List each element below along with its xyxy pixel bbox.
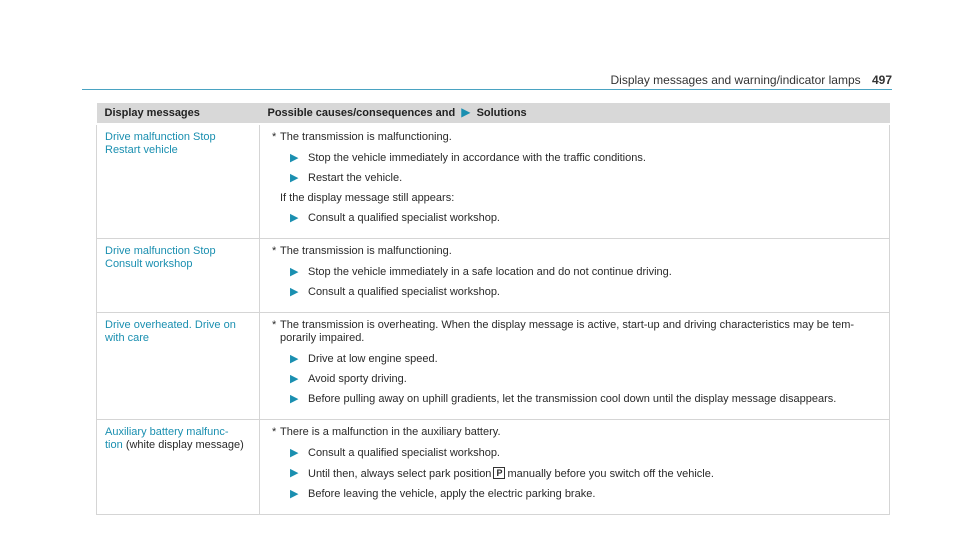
cause-text: The transmission is malfunctioning. [280, 245, 452, 257]
step-text: Consult a qualified specialist workshop. [308, 212, 500, 224]
note-text: If the display message still appears: [280, 192, 455, 204]
message-cell [97, 420, 260, 515]
step [268, 447, 881, 460]
solution-cell [260, 313, 890, 420]
step-text: Until then, always select park position [308, 468, 492, 480]
message-cell [97, 239, 260, 313]
section-title: Display messages and warning/indicator lamps [610, 73, 861, 87]
step [268, 266, 881, 279]
cause-text: There is a malfunction in the auxiliary battery. [280, 426, 501, 438]
display-messages-table [96, 103, 890, 515]
step-text: Consult a qualified specialist workshop. [308, 286, 500, 298]
table-header-row [97, 103, 890, 124]
step-text: Restart the vehicle. [308, 172, 403, 184]
step-text: Before pulling away on uphill gradients, let the transmission cool down until the display message disappears. [308, 393, 837, 405]
play-arrow-icon: ▶ [290, 152, 299, 164]
cause-text: The transmission is malfunctioning. [280, 131, 452, 143]
step [268, 212, 881, 225]
cause [272, 245, 881, 258]
play-arrow-icon: ▶ [290, 467, 299, 479]
step-text: Before leaving the vehicle, apply the electric parking brake. [308, 488, 596, 500]
step [268, 152, 881, 165]
step-text: Avoid sporty driving. [308, 373, 407, 385]
play-arrow-icon: ▶ [290, 172, 299, 184]
step [268, 373, 881, 386]
park-position-icon: P [493, 467, 505, 479]
cause [272, 319, 881, 345]
page-number: 497 [871, 73, 892, 87]
step-text: Drive at low engine speed. [308, 353, 438, 365]
message-title-line1: Drive malfunction Stop [105, 245, 216, 257]
step [268, 286, 881, 299]
cause-text: The transmission is overheating. When the display message is active, start-up and driving characteristics may be tem- porarily impaired. [280, 319, 855, 344]
col-header-causes-label: Possible causes/consequences and [267, 107, 456, 119]
step [268, 467, 881, 481]
play-arrow-icon: ▶ [290, 286, 299, 298]
play-arrow-icon: ▶ [290, 373, 299, 385]
cause [272, 131, 881, 144]
solution-cell [260, 124, 890, 239]
step [268, 488, 881, 501]
step-text: Consult a qualified specialist workshop. [308, 447, 500, 459]
page-header [611, 73, 893, 87]
message-suffix: (white display message) [125, 439, 244, 451]
table-row [97, 313, 890, 420]
col-header-display-messages: Display messages [97, 103, 260, 124]
message-title-line2: Consult workshop [105, 258, 193, 270]
message-title-line2: with care [105, 332, 150, 344]
cause [272, 426, 881, 439]
message-title-line2: Restart vehicle [105, 144, 178, 156]
play-arrow-icon: ▶ [461, 105, 471, 119]
table-row [97, 420, 890, 515]
asterisk-icon: * [272, 131, 277, 143]
message-title-line1: Drive overheated. Drive on [105, 319, 236, 331]
asterisk-icon: * [272, 426, 277, 438]
step [268, 172, 881, 185]
col-header-solutions-label: Solutions [476, 107, 527, 119]
play-arrow-icon: ▶ [290, 266, 299, 278]
message-title-line1: Drive malfunction Stop [105, 131, 216, 143]
message-title-line2-wrap [105, 439, 251, 452]
solution-cell [260, 420, 890, 515]
step-text: Stop the vehicle immediately in a safe location and do not continue driving. [308, 266, 672, 278]
col-header-causes [260, 103, 890, 124]
asterisk-icon: * [272, 245, 277, 257]
header-rule [82, 89, 892, 90]
step [268, 353, 881, 366]
step-text: Stop the vehicle immediately in accordance with the traffic conditions. [308, 152, 646, 164]
play-arrow-icon: ▶ [290, 353, 299, 365]
play-arrow-icon: ▶ [290, 488, 299, 500]
solution-cell [260, 239, 890, 313]
step-text: manually before you switch off the vehicle. [507, 468, 714, 480]
play-arrow-icon: ▶ [290, 393, 299, 405]
play-arrow-icon: ▶ [290, 212, 299, 224]
play-arrow-icon: ▶ [290, 447, 299, 459]
message-cell [97, 313, 260, 420]
message-cell [97, 124, 260, 239]
message-title-line2: tion [105, 439, 123, 451]
asterisk-icon: * [272, 319, 277, 331]
message-title-line1: Auxiliary battery malfunc- [105, 426, 229, 438]
table-row [97, 239, 890, 313]
step [268, 393, 881, 406]
table-row [97, 124, 890, 239]
